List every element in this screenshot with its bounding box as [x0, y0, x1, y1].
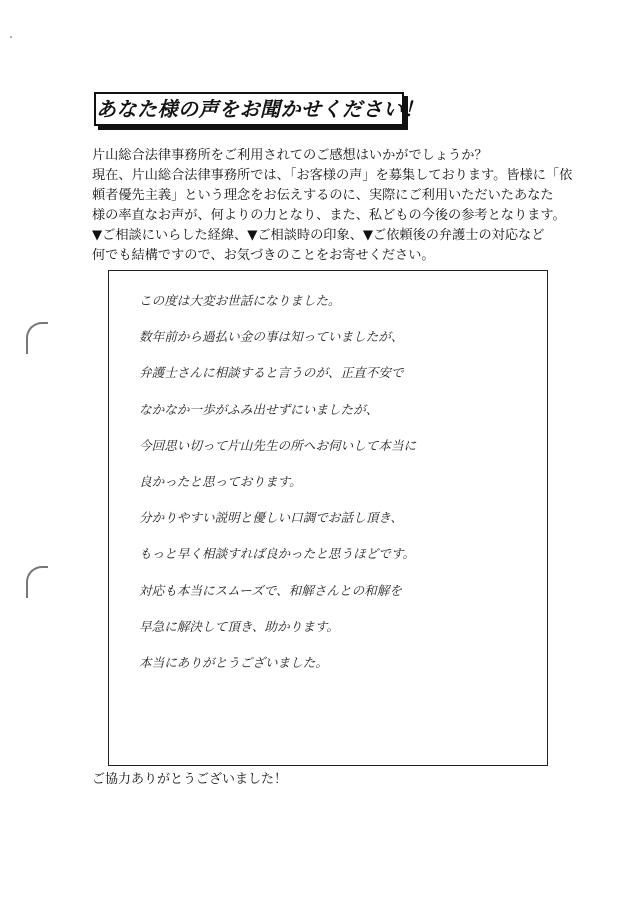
punch-hole-mark: [26, 322, 48, 354]
page-title: あなた様の声をお聞かせください！: [94, 92, 404, 126]
handwritten-line: この度は大変お世話になりました。: [139, 293, 341, 308]
handwritten-line: 分かりやすい説明と優しい口調でお話し頂き、: [139, 510, 403, 526]
handwritten-line: なかなか一歩がふみ出せずにいましたが、: [139, 401, 379, 417]
intro-line: 様の率直なお声が、何よりの力となり、また、私どもの今後の参考となります。: [92, 208, 566, 223]
handwritten-line: 早急に解決して頂き、助かります。: [139, 618, 339, 634]
intro-line: 何でも結構ですので、お気づきのことをお寄せください。: [92, 248, 435, 263]
handwritten-line: 対応も本当にスムーズで、和解さんとの和解を: [139, 582, 402, 598]
intro-line: 現在、片山総合法律事務所では、「お客様の声」を募集しております。皆様に「依: [92, 168, 573, 183]
punch-hole-mark: [26, 566, 48, 598]
intro-line: ▼ご相談にいらした経緯、▼ご相談時の印象、▼ご依頼後の弁護士の対応など: [92, 228, 545, 243]
intro-line: 片山総合法律事務所をご利用されてのご感想はいかがでしょうか？: [92, 148, 488, 163]
handwritten-line: 数年前から過払い金の事は知っていましたが、: [139, 329, 404, 345]
closing-thanks: ご協力ありがとうございました！: [92, 772, 288, 787]
scan-speck: [10, 36, 12, 38]
intro-line: 頼者優先主義」という理念をお伝えするのに、実際にご利用いただいたあなた: [92, 188, 554, 203]
handwritten-line: 良かったと思っております。: [139, 473, 302, 489]
handwritten-line: 今回思い切って片山先生の所へお伺いして本当に: [139, 437, 417, 453]
handwritten-text: [139, 289, 539, 687]
handwritten-line: 弁護士さんに相談すると言うのが、正直不安で: [139, 365, 404, 381]
intro-text: [92, 146, 573, 266]
handwritten-line: 本当にありがとうございました。: [139, 654, 328, 670]
handwritten-line: もっと早く相談すれば良かったと思うほどです。: [139, 546, 416, 562]
handwritten-letter-box: [108, 270, 548, 766]
